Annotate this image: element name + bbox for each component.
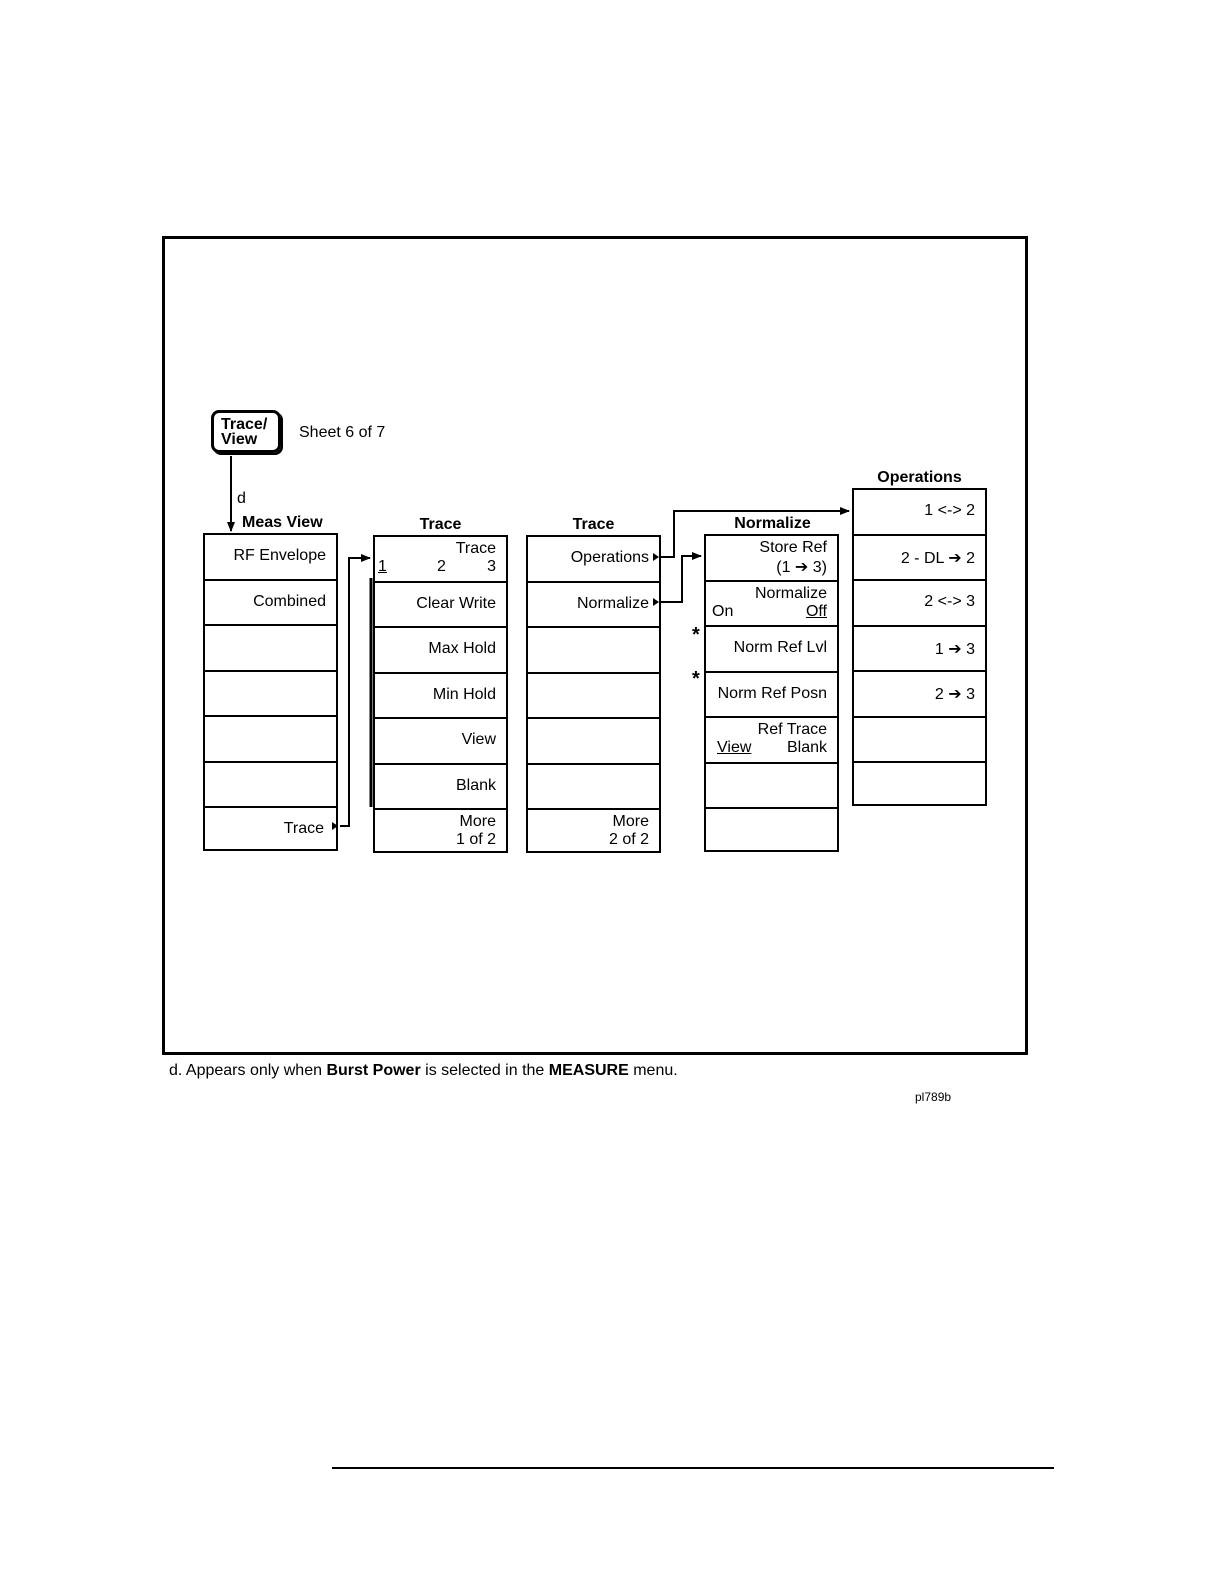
softkey-label: Ref Trace (757, 721, 827, 738)
softkey-blank[interactable] (854, 763, 985, 809)
softkey-trace[interactable] (205, 808, 336, 854)
softkey-label: Blank (455, 776, 496, 794)
softkey-blank-trace[interactable] (375, 765, 506, 811)
hardkey-label-line2: View (221, 431, 258, 448)
softkey-operations[interactable] (528, 537, 659, 583)
footnote-prefix: d. Appears only when (169, 1062, 327, 1079)
softkey-normalize-toggle[interactable] (706, 582, 837, 628)
softkey-label: 1 ➔ 3 (934, 640, 975, 658)
footnote-suffix: menu. (628, 1062, 678, 1079)
softkey-label: 2 - DL ➔ 2 (900, 549, 975, 567)
ref-trace-blank: Blank (786, 739, 827, 756)
sheet-label: Sheet 6 of 7 (299, 424, 386, 441)
meas-view-title: Meas View (242, 514, 323, 531)
softkey-sublabel: 1 of 2 (455, 831, 496, 848)
softkey-more-1-of-2[interactable] (375, 810, 506, 856)
operations-title: Operations (877, 469, 962, 486)
trace2-title: Trace (572, 516, 615, 533)
softkey-norm-ref-posn[interactable] (706, 673, 837, 719)
softkey-sublabel: 2 of 2 (608, 831, 649, 848)
footnote (169, 1062, 678, 1080)
softkey-clear-write[interactable] (375, 583, 506, 629)
softkey-blank[interactable] (528, 765, 659, 811)
toggle-on: On (712, 602, 734, 620)
softkey-label: Normalize (754, 584, 827, 602)
softkey-blank[interactable] (706, 764, 837, 810)
softkey-label: Clear Write (416, 594, 496, 612)
softkey-label: Min Hold (432, 685, 496, 703)
softkey-norm-ref-lvl[interactable] (706, 627, 837, 673)
footnote-measure: MEASURE (548, 1062, 629, 1079)
footnote-burst-power: Burst Power (326, 1062, 421, 1079)
softkey-label: Store Ref (759, 539, 827, 556)
footnote-middle: is selected in the (420, 1062, 549, 1079)
softkey-trace-select[interactable] (375, 537, 506, 583)
softkey-blank[interactable] (528, 719, 659, 765)
softkey-label: Norm Ref Posn (717, 684, 827, 702)
softkey-label: Trace (455, 540, 496, 557)
trace-option-3: 3 (487, 558, 496, 575)
trace1-title: Trace (419, 516, 462, 533)
softkey-blank[interactable] (528, 674, 659, 720)
ref-trace-view: View (717, 739, 752, 756)
softkey-ref-trace[interactable] (706, 718, 837, 764)
softkey-copy-2-3[interactable] (854, 672, 985, 718)
softkey-2-minus-dl[interactable] (854, 536, 985, 582)
trace-view-hardkey[interactable] (211, 410, 281, 453)
softkey-label: 1 <-> 2 (924, 502, 975, 519)
softkey-label: 2 ➔ 3 (934, 686, 975, 703)
softkey-blank[interactable] (205, 626, 336, 672)
softkey-more-2-of-2[interactable] (528, 810, 659, 856)
softkey-blank[interactable] (854, 718, 985, 764)
softkey-label: RF Envelope (233, 547, 326, 564)
softkey-max-hold[interactable] (375, 628, 506, 674)
softkey-blank[interactable] (706, 809, 837, 855)
softkey-label: Norm Ref Lvl (733, 639, 827, 656)
softkey-label: Trace (283, 820, 324, 837)
softkey-blank[interactable] (205, 763, 336, 809)
hardkey-label-line1: Trace/ (221, 416, 268, 433)
softkey-blank[interactable] (528, 628, 659, 674)
softkey-label: Combined (253, 592, 326, 610)
footnote-marker: d (237, 490, 246, 507)
trace-menu-1 (373, 535, 508, 853)
softkey-min-hold[interactable] (375, 674, 506, 720)
softkey-sublabel: (1 ➔ 3) (776, 559, 827, 576)
softkey-rf-envelope[interactable] (205, 535, 336, 581)
softkey-label: Normalize (576, 594, 649, 612)
asterisk-note: * (692, 668, 700, 690)
page-rule (332, 1467, 1054, 1469)
softkey-label: 2 <-> 3 (924, 593, 975, 610)
softkey-view[interactable] (375, 719, 506, 765)
operations-menu (852, 488, 987, 806)
normalize-menu (704, 534, 839, 852)
trace-menu-2 (526, 535, 661, 853)
softkey-label: More (459, 813, 496, 830)
trace-option-1: 1 (378, 558, 387, 575)
softkey-label: Max Hold (428, 640, 496, 657)
softkey-normalize[interactable] (528, 583, 659, 629)
softkey-blank[interactable] (205, 672, 336, 718)
softkey-blank[interactable] (205, 717, 336, 763)
normalize-title: Normalize (734, 515, 811, 532)
softkey-combined[interactable] (205, 581, 336, 627)
softkey-label: More (612, 813, 649, 830)
softkey-swap-2-3[interactable] (854, 581, 985, 627)
softkey-swap-1-2[interactable] (854, 490, 985, 536)
figure-id: pl789b (915, 1090, 952, 1104)
toggle-off: Off (805, 602, 827, 620)
meas-view-menu (203, 533, 338, 851)
softkey-copy-1-3[interactable] (854, 627, 985, 673)
softkey-label: View (461, 731, 496, 748)
asterisk-note: * (692, 624, 700, 646)
softkey-store-ref[interactable] (706, 536, 837, 582)
trace-option-2: 2 (437, 558, 446, 575)
softkey-label: Operations (570, 549, 649, 566)
